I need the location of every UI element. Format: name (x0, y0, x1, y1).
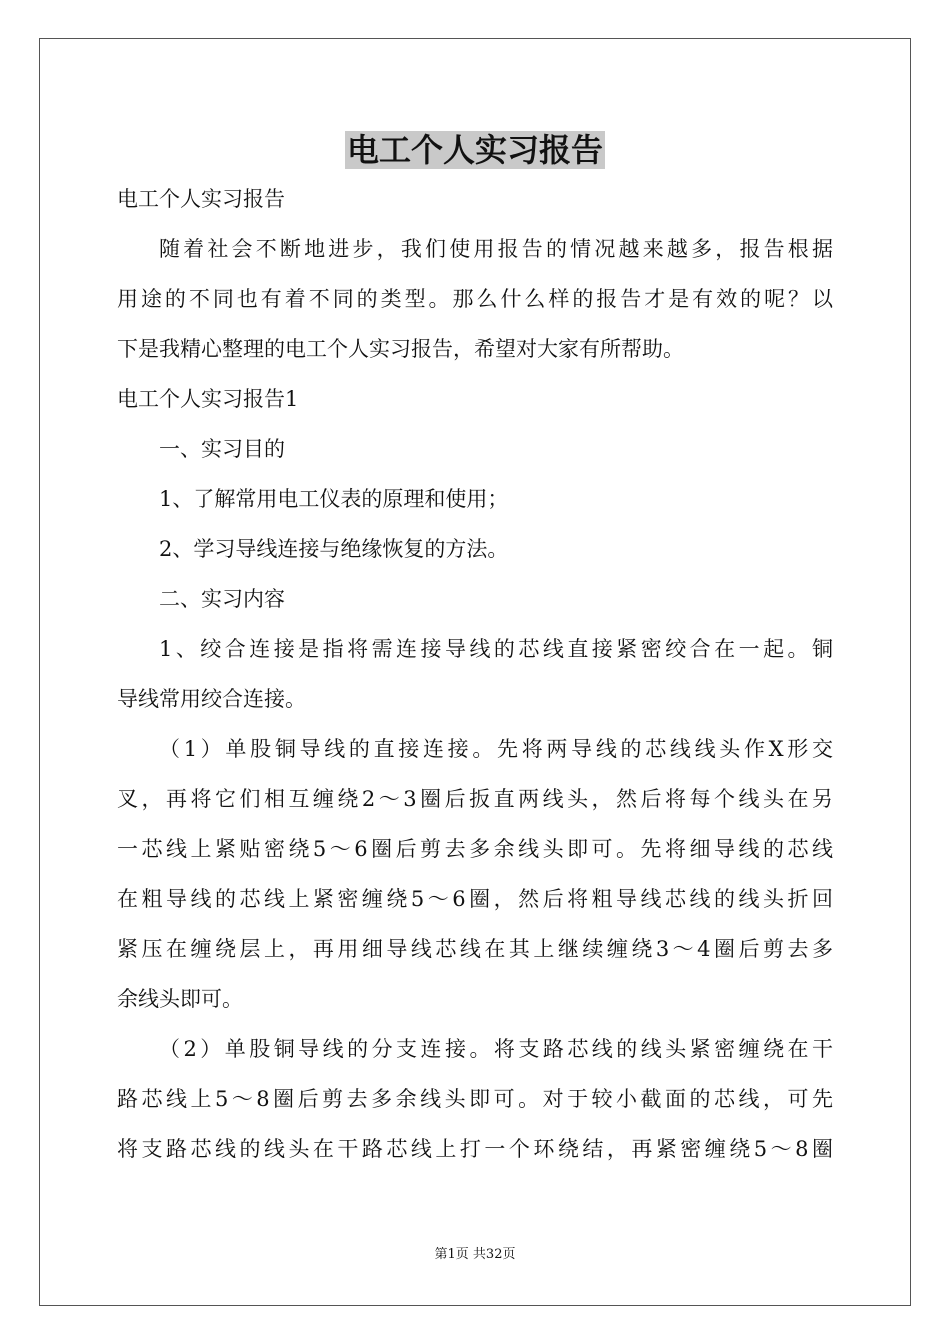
page-footer: 第1页 共32页 (434, 1247, 516, 1262)
text-line: 随着社会不断地进步，我们使用报告的情况越来越多，报告根据 (159, 237, 833, 261)
text-line: 一、实习目的 (159, 437, 285, 461)
text-line: 路芯线上5～8圈后剪去多余线头即可。对于较小截面的芯线，可先 (117, 1087, 833, 1111)
text-line: 1、绞合连接是指将需连接导线的芯线直接紧密绞合在一起。铜 (159, 637, 833, 661)
text-line: 在粗导线的芯线上紧密缠绕5～6圈，然后将粗导线芯线的线头折回 (117, 887, 833, 911)
text-line: 用途的不同也有着不同的类型。那么什么样的报告才是有效的呢？以 (117, 287, 833, 311)
text-line: 一芯线上紧贴密绕5～6圈后剪去多余线头即可。先将细导线的芯线 (117, 837, 833, 861)
text-line: 余线头即可。 (117, 987, 243, 1011)
document-title: 电工个人实习报告 (346, 131, 603, 169)
text-line: 电工个人实习报告1 (117, 387, 299, 411)
text-line: 叉，再将它们相互缠绕2～3圈后扳直两线头，然后将每个线头在另 (117, 787, 833, 811)
page-border (39, 38, 911, 1306)
text-line: （1）单股铜导线的直接连接。先将两导线的芯线线头作X形交 (159, 737, 833, 761)
text-line: 紧压在缠绕层上，再用细导线芯线在其上继续缠绕3～4圈后剪去多 (117, 937, 833, 961)
text-line: 2、学习导线连接与绝缘恢复的方法。 (159, 537, 509, 561)
text-line: 导线常用绞合连接。 (117, 687, 306, 711)
text-line: 下是我精心整理的电工个人实习报告，希望对大家有所帮助。 (117, 337, 684, 361)
text-line: 1、了解常用电工仪表的原理和使用； (159, 487, 509, 511)
text-line: （2）单股铜导线的分支连接。将支路芯线的线头紧密缠绕在干 (159, 1037, 833, 1061)
text-line: 将支路芯线的线头在干路芯线上打一个环绕结，再紧密缠绕5～8圈 (117, 1137, 833, 1161)
text-line: 电工个人实习报告 (117, 187, 285, 211)
text-line: 二、实习内容 (159, 587, 285, 611)
